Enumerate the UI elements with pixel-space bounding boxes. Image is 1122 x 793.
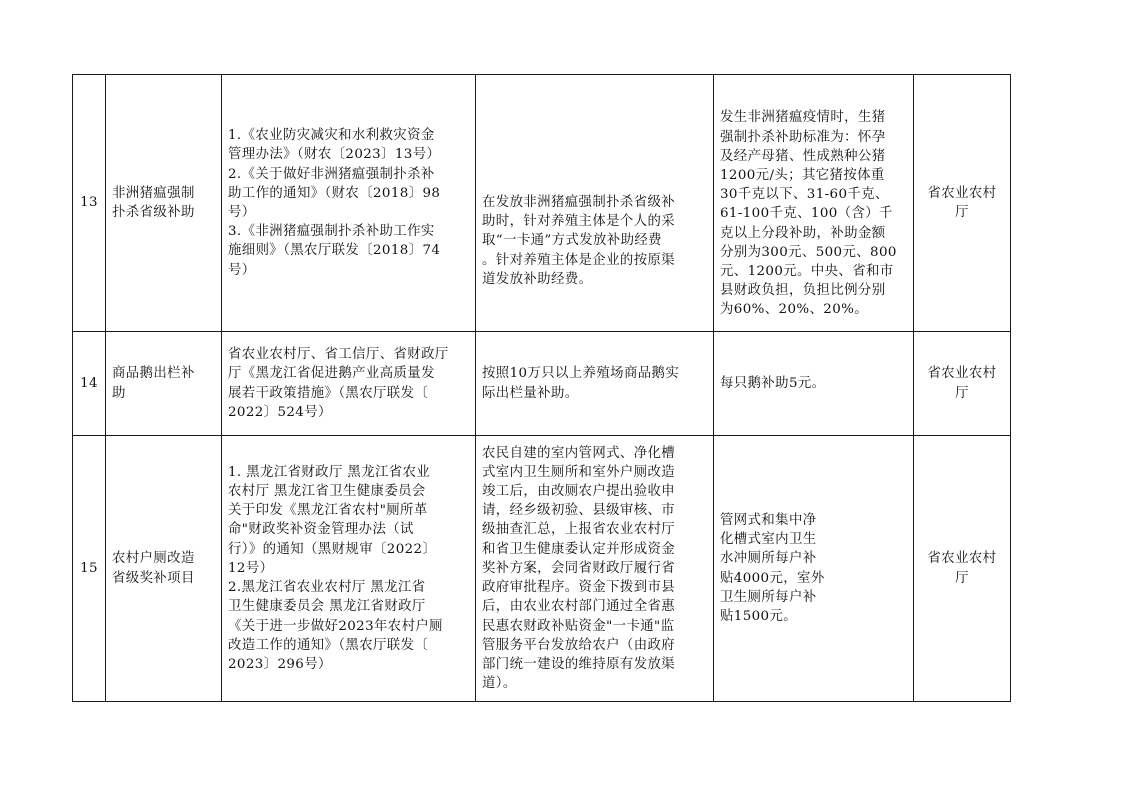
row-number: 14 (73, 332, 106, 436)
project-name: 农村户厕改造 省级奖补项目 (106, 436, 222, 702)
subsidy-standard: 发生非洲猪瘟疫情时，生猪 强制扑杀补助标准为：怀孕 及经产母猪、性成熟种公猪 1200元/头；其它猪按体重 30千克以下、31-60千克、 61-100千克、100（含）千 克以上分段补助，补助金额 分别为300元、500元、800 元、1200元。中央、省和市 县财政负担，负担比例分别 为60%、20%、20%。 (714, 75, 914, 332)
table-row (73, 332, 1011, 436)
table-row (73, 436, 1011, 702)
row-number: 13 (73, 75, 106, 332)
project-name: 商品鹅出栏补 助 (106, 332, 222, 436)
distribution-method: 在发放非洲猪瘟强制扑杀省级补 助时，针对养殖主体是个人的采 取“一卡通”方式发放补助经费 。针对养殖主体是企业的按原渠 道发放补助经费。 (476, 75, 714, 332)
subsidy-standard: 每只鹅补助5元。 (714, 332, 914, 436)
responsible-department: 省农业农村 厅 (914, 75, 1011, 332)
policy-basis: 省农业农村厅、省工信厅、省财政厅 厅《黑龙江省促进鹅产业高质量发 展若干政策措施》（黑农厅联发〔 2022〕524号） (222, 332, 476, 436)
subsidy-standard: 管网式和集中净 化槽式室内卫生 水冲厕所每户补 贴4000元，室外 卫生厕所每户补 贴1500元。 (714, 436, 914, 702)
project-name: 非洲猪瘟强制 扑杀省级补助 (106, 75, 222, 332)
row-number: 15 (73, 436, 106, 702)
subsidy-policy-table (72, 74, 1011, 702)
policy-basis: 1.《农业防灾减灾和水利救灾资金 管理办法》（财农〔2023〕13号） 2.《关于做好非洲猪瘟强制扑杀补 助工作的通知》（财农〔2018〕98 号） 3.《非洲猪瘟强制扑杀补助工作实 施细则》（黑农厅联发〔2018〕74 号） (222, 75, 476, 332)
table-row (73, 75, 1011, 332)
responsible-department: 省农业农村 厅 (914, 436, 1011, 702)
distribution-method: 农民自建的室内管网式、净化槽 式室内卫生厕所和室外户厕改造 竣工后，由改厕农户提出验收申 请，经乡级初验、县级审核、市 级抽查汇总，上报省农业农村厅 和省卫生健康委认定并形成资金 奖补方案，会同省财政厅履行省 政府审批程序。资金下拨到市县 后，由农业农村部门通过全省惠 民惠农财政补贴资金"一卡通"监 管服务平台发放给农户（由政府 部门统一建设的维持原有发放渠 道）。 (476, 436, 714, 702)
policy-basis: 1. 黑龙江省财政厅 黑龙江省农业 农村厅 黑龙江省卫生健康委员会 关于印发《黑龙江省农村"厕所革 命"财政奖补资金管理办法（试 行）》的通知（黑财规审〔2022〕 12号） 2.黑龙江省农业农村厅 黑龙江省 卫生健康委员会 黑龙江省财政厅 《关于进一步做好2023年农村户厕 改造工作的通知》（黑农厅联发〔 2023〕296号） (222, 436, 476, 702)
responsible-department: 省农业农村 厅 (914, 332, 1011, 436)
distribution-method: 按照10万只以上养殖场商品鹅实 际出栏量补助。 (476, 332, 714, 436)
